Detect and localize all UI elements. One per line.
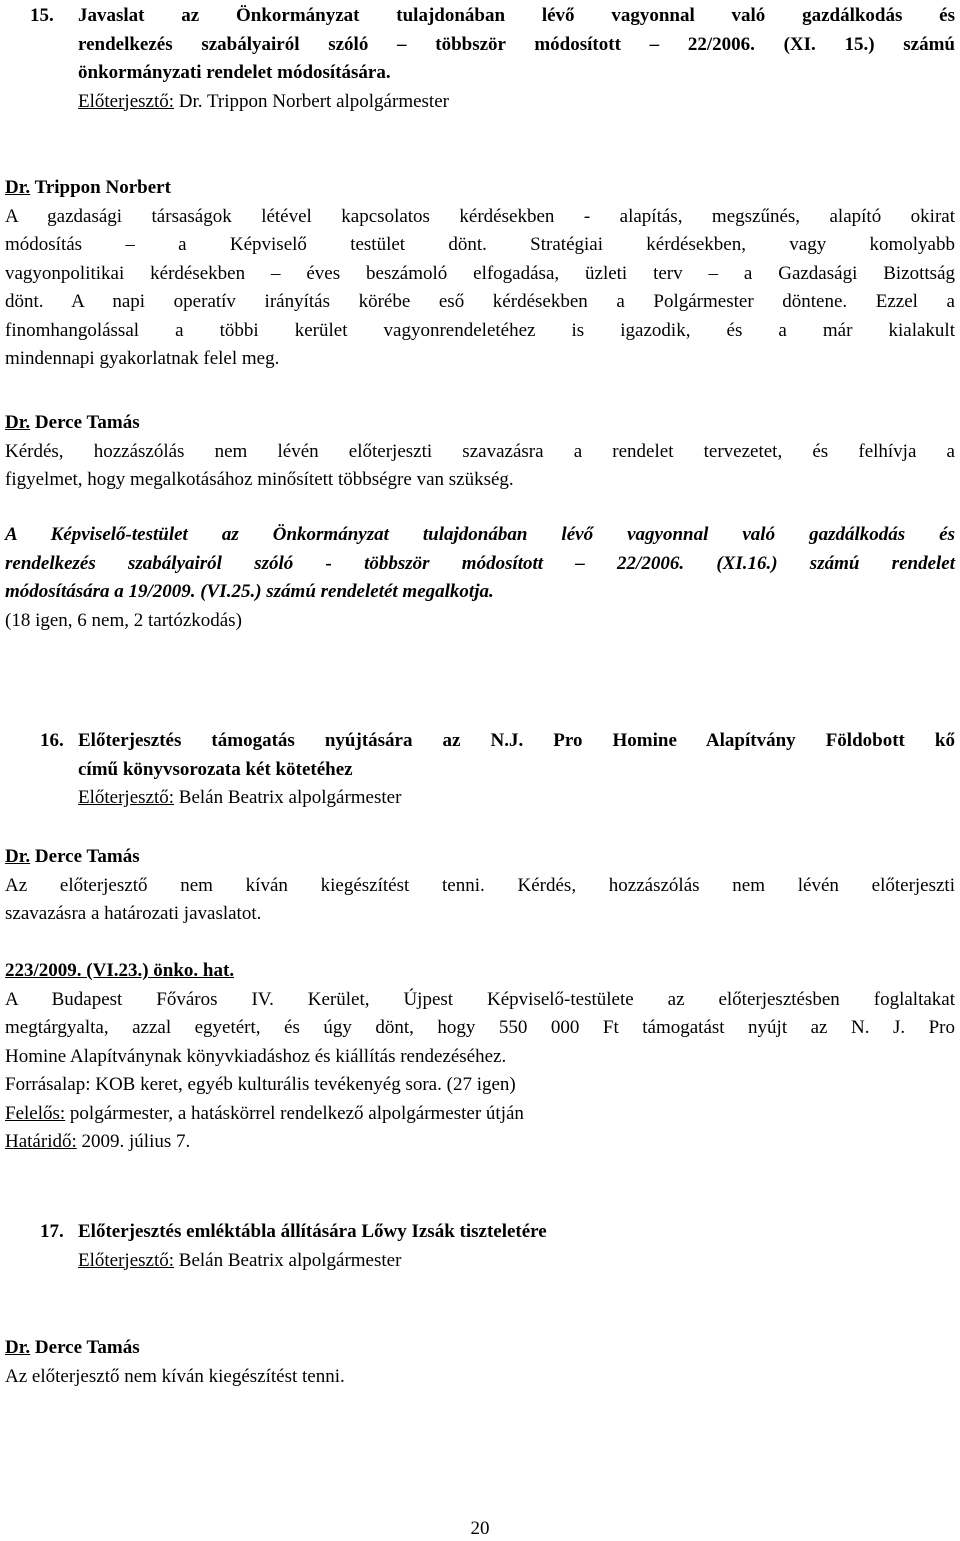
agenda-item-16-title [78, 727, 955, 813]
agenda-item-17-heading [40, 1218, 955, 1275]
speech-trippon [5, 174, 955, 374]
page-number: 20 [470, 1518, 490, 1539]
speech-derce-2 [5, 843, 955, 929]
speech-line: dönt. A napi operatív irányítás körébe eső kérdésekben a Polgármester döntene. Ezzel a [5, 291, 955, 312]
speech-line: finomhangolással a többi kerület vagyonrendeletéhez is igazodik, és a már kialakult [5, 319, 955, 341]
decision-line: módosítására a 19/2009. (VI.25.) számú rendeletét megalkotja. [5, 581, 494, 602]
agenda-item-17-title [78, 1218, 955, 1275]
responsible-line [5, 1100, 955, 1129]
resolution-heading: 223/2009. (VI.23.) önko. hat. [5, 960, 235, 981]
resolution-line: A Budapest Főváros IV. Kerület, Újpest Képviselő-testülete az előterjesztésben foglaltakat [5, 988, 955, 1010]
resolution-223 [5, 957, 955, 1157]
speaker-prefix: Dr. [5, 1337, 31, 1358]
responsible-value: polgármester, a hatáskörrel rendelkező alpolgármester útján [65, 1102, 524, 1124]
presenter-line [78, 1247, 955, 1276]
agenda-item-15 [30, 2, 955, 116]
speaker-prefix: Dr. [5, 412, 31, 433]
deadline-line [5, 1128, 955, 1157]
speaker-name [5, 1334, 955, 1363]
deadline-label: Határidő: [5, 1131, 77, 1152]
agenda-item-15-number: 15. [30, 5, 54, 26]
agenda-item-15-heading [30, 2, 955, 116]
agenda-item-15-title [78, 2, 955, 116]
speech-line: mindennapi gyakorlatnak felel meg. [5, 348, 280, 369]
speaker-name [5, 409, 955, 438]
presenter-label: Előterjesztő: [78, 787, 175, 808]
funding-line: Forrásalap: KOB keret, egyéb kulturális tevékenyég sora. (27 igen) [5, 1074, 516, 1095]
speech-line: Az előterjesztő nem kíván kiegészítést tenni. [5, 1365, 345, 1387]
presenter-name: Belán Beatrix alpolgármester [174, 787, 402, 808]
resolution-line: megtárgyalta, azzal egyetért, és úgy dönt, hogy 550 000 Ft támogatást nyújt az N. J. Pro [5, 1017, 955, 1038]
responsible-label: Felelős: [5, 1102, 66, 1124]
presenter-name: Belán Beatrix alpolgármester [174, 1249, 402, 1271]
presenter-label: Előterjesztő: [78, 1249, 175, 1271]
speech-line: Az előterjesztő nem kíván kiegészítést tenni. Kérdés, hozzászólás nem lévén előterjeszti [5, 874, 955, 896]
title-line: című könyvsorozata két kötetéhez [78, 758, 353, 780]
presenter-label: Előterjesztő: [78, 90, 175, 112]
vote-result: (18 igen, 6 nem, 2 tartózkodás) [5, 609, 242, 631]
speaker-prefix: Dr. [5, 177, 31, 198]
speech-derce-3 [5, 1334, 955, 1391]
agenda-item-16 [40, 727, 955, 813]
decision-line: A Képviselő-testület az Önkormányzat tulajdonában lévő vagyonnal való gazdálkodás és [5, 524, 955, 545]
speech-line: szavazásra a határozati javaslatot. [5, 903, 262, 924]
speech-line: A gazdasági társaságok létével kapcsolatos kérdésekben - alapítás, megszűnés, alapító okirat [5, 205, 955, 227]
presenter-line [78, 784, 955, 813]
agenda-item-16-heading [40, 727, 955, 813]
speech-derce-1 [5, 409, 955, 495]
presenter-name: Dr. Trippon Norbert alpolgármester [174, 90, 449, 112]
speech-line: módosítás – a Képviselő testület dönt. Stratégiai kérdésekben, vagy komolyabb [5, 234, 955, 255]
agenda-item-17 [40, 1218, 955, 1275]
presenter-line [78, 88, 955, 117]
deadline-value: 2009. július 7. [76, 1131, 191, 1152]
resolution-line: Homine Alapítványnak könyvkiadáshoz és kiállítás rendezéséhez. [5, 1045, 507, 1067]
speaker-surname: Derce Tamás [30, 412, 140, 433]
title-line: rendelkezés szabályairól szóló – többször módosított – 22/2006. (XI. 15.) számú [78, 33, 955, 55]
speaker-surname: Derce Tamás [30, 846, 140, 867]
title-line: Javaslat az Önkormányzat tulajdonában lévő vagyonnal való gazdálkodás és [78, 5, 955, 26]
title-line: Előterjesztés támogatás nyújtására az N.J. Pro Homine Alapítvány Földobott kő [78, 730, 955, 751]
title-line: önkormányzati rendelet módosítására. [78, 62, 391, 83]
speaker-name [5, 174, 955, 203]
speaker-surname: Derce Tamás [30, 1337, 140, 1358]
speaker-name [5, 843, 955, 872]
agenda-item-16-number: 16. [40, 730, 64, 751]
speech-line: figyelmet, hogy megalkotásához minősített többségre van szükség. [5, 469, 514, 490]
decision-line: rendelkezés szabályairól szóló - többször módosított – 22/2006. (XI.16.) számú rendelet [5, 552, 955, 574]
speaker-surname: Trippon Norbert [30, 177, 171, 198]
title-line: Előterjesztés emléktábla állítására Lőwy Izsák tiszteletére [78, 1221, 547, 1242]
speech-line: vagyonpolitikai kérdésekben – éves beszámoló elfogadása, üzleti terv – a Gazdasági Bizottság [5, 262, 955, 284]
speech-line: Kérdés, hozzászólás nem lévén előterjeszti szavazásra a rendelet tervezetet, és felhívja a [5, 440, 955, 462]
agenda-item-17-number: 17. [40, 1221, 64, 1242]
decision-item-15 [5, 521, 955, 635]
speaker-prefix: Dr. [5, 846, 31, 867]
